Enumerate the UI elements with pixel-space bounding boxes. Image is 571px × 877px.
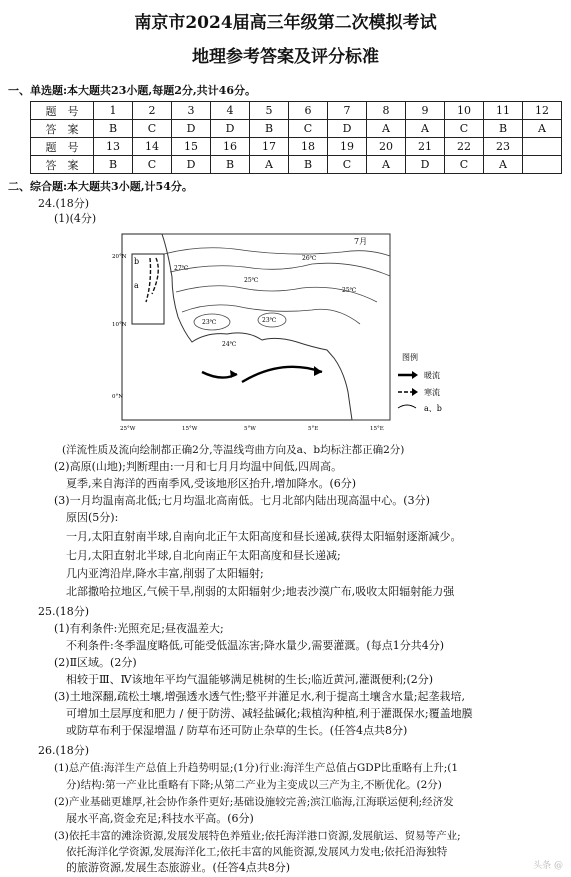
- legend-warm: 暖流: [424, 371, 440, 380]
- page-subtitle: 地理参考答案及评分标准: [192, 47, 379, 67]
- q24-part3-line: 北部撒哈拉地区,气候干旱,削弱的太阳辐射少;地表沙漠广布,吸收太阳辐射能力强: [66, 585, 455, 598]
- q24-part1: (1)(4分): [54, 212, 97, 225]
- lon-label: 25°W: [120, 426, 136, 432]
- section1-heading: 一、单选题:本大题共23小题,每题2分,共计46分。: [8, 84, 256, 97]
- row-label: 题 号: [31, 138, 94, 156]
- table-row: 题 号 1 2 3 4 5 6 7 8 9 10 11 12: [31, 102, 562, 120]
- table-row: 答 案 B C D D B C D A A C B A: [31, 120, 562, 138]
- q26-part1: (1)总产值:海洋生产总值上升趋势明显;(1分)行业:海洋生产总值占GDP比重略有上升;(1: [54, 762, 459, 774]
- q26-part3-cont: 依托海洋化学资源,发展海洋化工;依托丰富的风能资源,发展风力发电;依托沿海独特: [66, 846, 448, 858]
- iso-label: 24℃: [222, 341, 237, 348]
- legend-ab: a、b: [424, 404, 442, 413]
- row-label: 答 案: [31, 120, 94, 138]
- q25-part3-cont: 可增加土层厚度和肥力 / 便于防涝、减轻盐碱化;栽植沟种植,利于灌溉保水;覆盖地膜: [66, 707, 473, 720]
- table-row: 答 案 B C D B A B C A D C A: [31, 156, 562, 174]
- iso-label: 27℃: [174, 265, 189, 272]
- iso-label: 26℃: [302, 255, 317, 262]
- q24-note: (洋流性质及流向绘制都正确2分,等温线弯曲方向及a、b均标注都正确2分): [62, 444, 405, 456]
- q25-part2-cont: 相较于Ⅲ、Ⅳ该地年平均气温能够满足桃树的生长;临近黄河,灌溉便利;(2分): [66, 673, 434, 686]
- iso-label: 25℃: [342, 287, 357, 294]
- answer-table: [30, 101, 562, 174]
- lon-label: 15°W: [182, 426, 198, 432]
- q26-part3: (3)依托丰富的滩涂资源,发展发展特色养殖业;依托海洋港口资源,发展航运、贸易等产业;: [54, 830, 461, 842]
- map-letter-b: b: [134, 257, 140, 266]
- row-label: 题 号: [31, 102, 94, 120]
- lon-label: 5°E: [308, 426, 319, 432]
- q25-part1-cont: 不利条件:冬季温度略低,可能受低温冻害;降水量少,需要灌溉。(每点1分共4分): [66, 639, 444, 652]
- lon-label: 15°E: [370, 426, 384, 432]
- section2-heading: 二、综合题:本大题共3小题,计54分。: [8, 180, 193, 193]
- q24-part3-line: 一月,太阳直射南半球,自南向北正午太阳高度和昼长递减,获得太阳辐射逐渐减少。: [66, 530, 462, 543]
- q26-part2: (2)产业基础更雄厚,社会协作条件更好;基础设施较完善;滨江临海,江海联运便利;经济发: [54, 796, 454, 808]
- q24-part3: (3)一月均温南高北低;七月均温北高南低。七月北部内陆出现高温中心。(3分): [54, 494, 430, 507]
- map-month: 7月: [354, 237, 368, 246]
- lon-label: 5°W: [244, 426, 256, 432]
- lat-label: 20°N: [112, 254, 127, 260]
- q25-part3-cont: 或防草布利于保湿增温 / 防草布还可防止杂草的生长。(任答4点共8分): [66, 724, 408, 737]
- legend-cold: 寒流: [424, 388, 440, 397]
- q26-heading: 26.(18分): [38, 744, 90, 757]
- q24-part2-cont: 夏季,来自海洋的西南季风,受该地形区抬升,增加降水。(6分): [66, 477, 357, 490]
- q24-part3-reason: 原因(5分):: [66, 511, 119, 524]
- isotherm-map: [112, 232, 472, 432]
- map-letter-a: a: [134, 281, 139, 290]
- q25-heading: 25.(18分): [38, 605, 90, 618]
- q26-part1-cont: 分)结构:第一产业比重略有下降;从第二产业为主变成以三产为主,不断优化。(2分): [66, 779, 442, 791]
- iso-label: 23℃: [262, 317, 277, 324]
- q26-part3-cont: 的旅游资源,发展生态旅游业。(任答4点共8分): [66, 861, 291, 874]
- q24-part2: (2)高原(山地);判断理由:一月和七月月均温中间低,四周高。: [54, 460, 343, 473]
- q24-heading: 24.(18分): [38, 197, 90, 210]
- q25-part1: (1)有利条件:光照充足;昼夜温差大;: [54, 622, 224, 635]
- q25-part2: (2)Ⅱ区域。(2分): [54, 656, 137, 669]
- row-label: 答 案: [31, 156, 94, 174]
- watermark: 头条 @: [533, 861, 563, 871]
- lat-label: 0°N: [112, 394, 124, 400]
- table-row: 题 号 13 14 15 16 17 18 19 20 21 22 23: [31, 138, 562, 156]
- legend-title: 图例: [402, 353, 418, 362]
- q25-part3: (3)土地深翻,疏松土壤,增强透水透气性;整平并灌足水,利于提高土壤含水量;起垄栽培,: [54, 690, 465, 703]
- iso-label: 25℃: [244, 277, 259, 284]
- q24-part3-line: 七月,太阳直射北半球,自北向南正午太阳高度和昼长递减;: [66, 549, 341, 562]
- q24-part3-line: 几内亚湾沿岸,降水丰富,削弱了太阳辐射;: [66, 567, 264, 580]
- iso-label: 23℃: [202, 319, 217, 326]
- page-title: 南京市2024届高三年级第二次模拟考试: [134, 13, 437, 33]
- q26-part2-cont: 展水平高,资金充足;科技水平高。(6分): [66, 812, 254, 825]
- lat-label: 10°N: [112, 322, 127, 328]
